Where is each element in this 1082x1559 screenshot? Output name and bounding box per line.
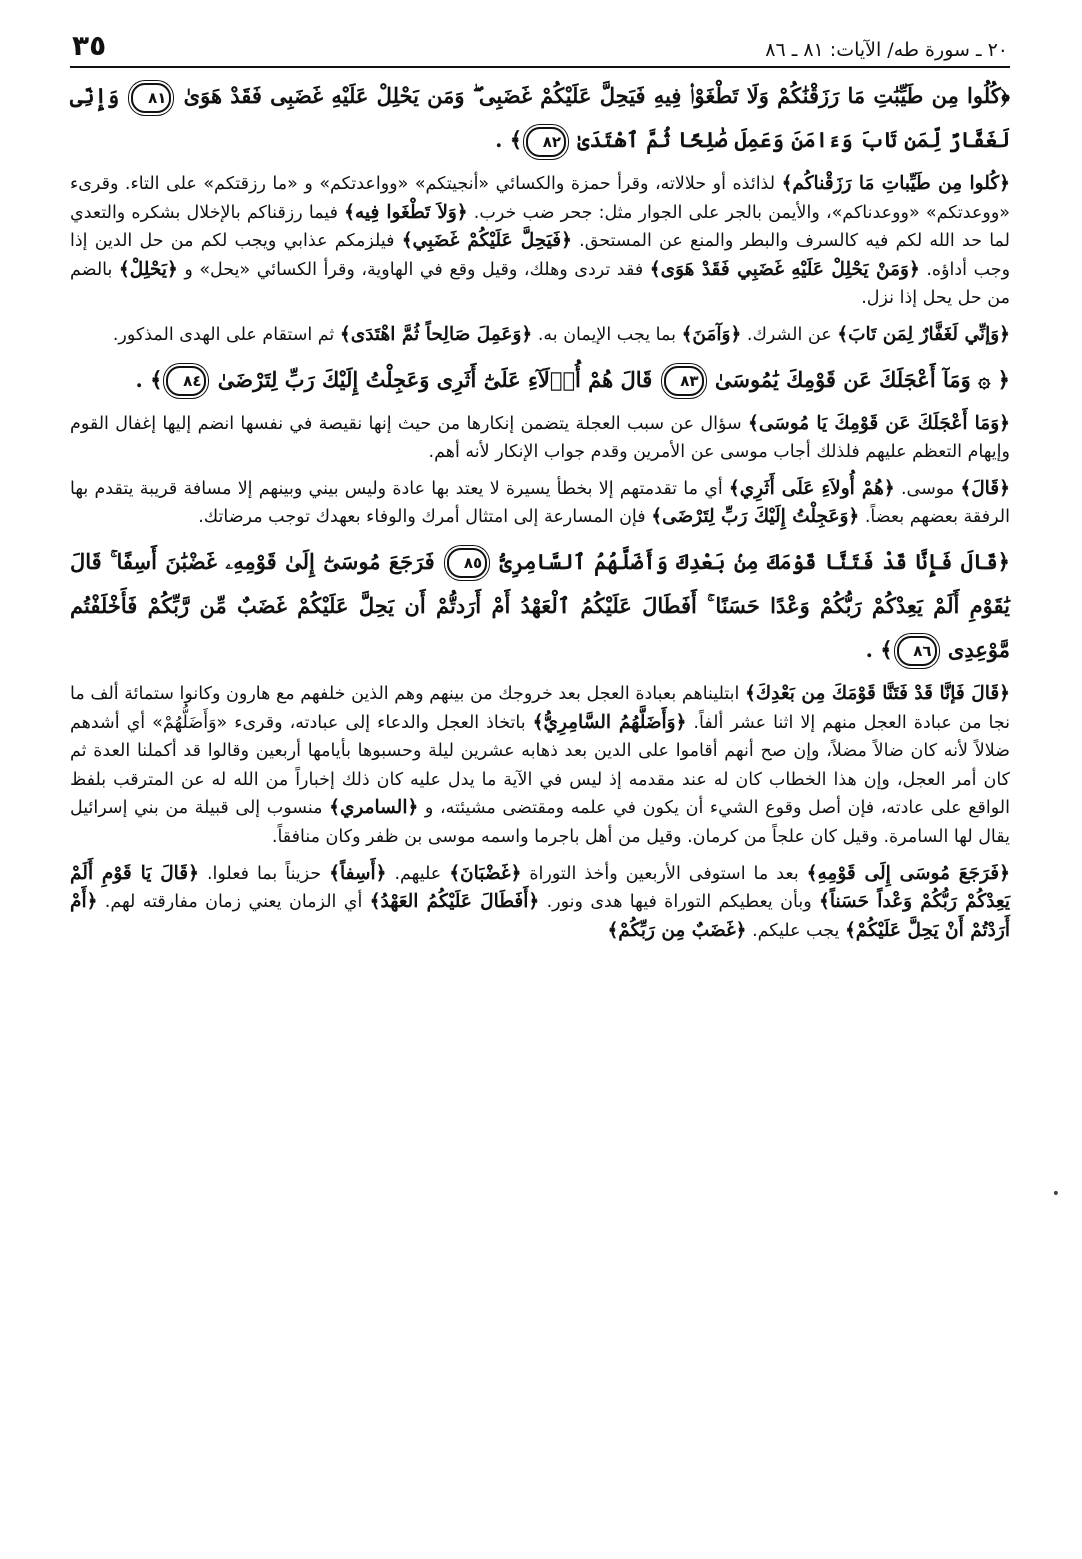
commentary-text: سؤال عن سبب العجلة يتضمن إنكارها من حيث إنها نقيصة في نفسها انضم إليها إغفال القوم وإيهام التعظم عليهم فلذلك أجاب موسى عن الأمرين وقدم جواب الإنكار لأنه أهم. [70,413,1010,463]
ayah-number-marker: ٨٦ [897,636,937,666]
commentary-text: فيلزمكم عذابي ويجب لكم من حل الدين إذا وجب أداؤه. [70,231,1011,280]
commentary-text: فإن المسارعة إلى امتثال أمرك والوفاء بعهدك توجب مرضاتك. [198,507,652,528]
tafsir-paragraph [70,860,1010,946]
quoted-verse-phrase: ﴿غَضَبٌ مِن رَبِّكُمْ﴾ [607,919,747,941]
commentary-text: بعد ما استوفى الأربعين وأخذ التوراة [521,863,807,884]
quran-verse-block [70,540,1010,672]
quoted-verse-phrase: ﴿قَالَ﴾ [960,477,1010,499]
commentary-text: ثم استقام على الهدى المذكور. [112,324,340,345]
commentary-text: منسوب إلى قبيلة من بني إسرائيل يقال لها السامرة. وقيل كان علجاً من كرمان. وقيل من أهل باجرما واسمه موسى بن ظفر وكان منافقاً. [70,798,1010,847]
page-content [70,74,1010,945]
tafsir-paragraph [70,410,1010,467]
quoted-verse-phrase: ﴿كُلوا مِن طَيِّباتِ مَا رَزَقْناكُم﴾ [781,173,1010,194]
commentary-text: يجب عليكم. [746,920,845,941]
quoted-verse-phrase: ﴿أَفَطَالَ عَلَيْكُمُ العَهْدُ﴾ [369,891,540,913]
commentary-text: أي الزمان يعني زمان مفارقته لهم. [97,892,370,913]
quoted-verse-phrase: ﴿أَمْ أَرَدْتُمْ أَنْ يَحِلَّ عَلَيْكُمْ﴾ [70,891,1010,941]
commentary-text: موسى. [894,478,961,499]
quoted-verse-phrase: ﴿فَيَحِلَّ عَلَيْكُمْ غَضَبِي﴾ [401,230,572,252]
quoted-verse-phrase: ﴿أَسِفاً﴾ [329,862,387,884]
quoted-verse-phrase: ﴿وَلاَ تَطْغَوا فِيه﴾ [344,201,468,223]
running-title: ٢٠ ـ سورة طه/ الآيات: ٨١ ـ ٨٦ [765,39,1008,61]
commentary-text: لذائذه أو حلالاته، وقرأ حمزة والكسائي «أنجيتكم» «وواعدتكم» و «ما رزقتكم» على التاء. وقرىء «ووعدتكم» «ووعدناكم»، والأيمن بالجر على الجوار مثل: جحر ضب خرب. [70,174,1010,223]
quoted-verse-phrase: ﴿وَعَمِلَ صَالِحاً ثُمَّ اهْتَدَى﴾ [339,323,533,345]
margin-mark: • [1051,1186,1060,1202]
commentary-text: فقد تردى وهلك، وقيل وقع في الهاوية، وقرأ الكسائي «يحل» و [177,259,650,280]
quoted-verse-phrase: ﴿وَعَجِلْتُ إِلَيْكَ رَبِّ لِتَرْضَى﴾ [651,506,860,528]
quran-verse-block [70,74,1010,162]
commentary-text: فيما رزقناكم بالإخلال بشكره والتعدي لما حد الله لكم فيه كالسرف والبطر والمنع عن المستحق. [70,202,1011,252]
tafsir-paragraph [70,680,1010,852]
verse-text: ﴾ . [865,636,893,662]
commentary-text: حزيناً بما فعلوا. [199,863,330,884]
commentary-text: بما يجب الإيمان به. [532,324,682,345]
verse-text: ﴿ ۞ وَمَآ أَعْجَلَكَ عَن قَوْمِكَ يَٰمُوسَىٰ [707,366,1010,392]
commentary-text: ابتليناهم بعبادة العجل بعد خروجك من بينهم وهم الذين خلفهم مع هارون وكانوا ستمائة ألف ما نجا من عبادة العجل منهم إلا اثنا عشر ألفاً. [70,683,1010,733]
verse-text: وَإِنِّى لَغَفَّارٌ لِّمَن تَابَ وَءَامَنَ وَعَمِلَ صَٰلِحًا ثُمَّ ٱهْتَدَىٰ [70,83,1010,152]
commentary-text: أي ما تقدمتهم إلا بخطأ يسيرة لا يعتد بها عادة وليس بيني وبينهم إلا مسافة قريبة يتقدم بها الرفقة بعضهم بعضاً. [70,478,1010,528]
tafsir-paragraph [70,321,1010,350]
document-page [70,26,1060,1549]
commentary-text: عليهم. [386,863,450,884]
ayah-number-marker: ٨١ [131,83,171,113]
verse-text: ﴿قَالَ فَإِنَّا قَدْ فَتَنَّا قَوْمَكَ مِنۢ بَعْدِكَ وَأَضَلَّهُمُ ٱلسَّامِرِىُّ [491,548,1010,574]
commentary-text: بالضم من حل يحل إذا نزل. [70,259,1010,309]
quoted-verse-phrase: ﴿وَمَنْ يَحْلِلْ عَلَيْهِ غَضَبِي فَقَدْ هَوَى﴾ [649,258,920,280]
commentary-text: وبأن يعطيكم التوراة فيها هدى ونور. [539,892,819,913]
quoted-verse-phrase: ﴿غَضْبَانَ﴾ [449,862,522,884]
quoted-verse-phrase: ﴿يَحْلِلْ﴾ [118,258,178,280]
verse-text: ﴿كُلُوا مِن طَيِّبَٰتِ مَا رَزَقْنَٰكُمْ وَلَا تَطْغَوْا۟ فِيهِ فَيَحِلَّ عَلَيْكُمْ غَضَبِى ۖ وَمَن يَحْلِلْ عَلَيْهِ غَضَبِى فَقَدْ هَوَىٰ [175,83,1010,108]
ayah-number-marker: ٨٣ [664,366,704,396]
commentary-text: باتخاذ العجل والدعاء إلى عبادته، وقرىء «وَأَضَلُّهُمْ» أي أشدهم ضلالاً لأنه كان ضالاً مضلاً، وإن صح أنهم أقاموا على الدين بعد ذهابه عشرين ليلة وحسبوها بأيامها أربعين وقالوا قد أكملنا العدة ثم كان أمر العجل، وإن هذا الخطاب كان له عند مقدمه إذ ليس في الآية ما يدل عليه كان ذلك إخباراً من الله له عن المترقب بلفظ الواقع على عادته، فإن أصل وقوع الشيء أن يكون في علمه ومقتضى مشيئته، و [70,712,1010,819]
quoted-verse-phrase: ﴿هُمْ أُولاَءِ عَلَى أَثَرِي﴾ [728,477,895,499]
quoted-verse-phrase: ﴿وَآمَنَ﴾ [681,323,742,345]
verse-text: فَرَجَعَ مُوسَىٰٓ إِلَىٰ قَوْمِهِۦ غَضْبَٰنَ أَسِفًا ۚ قَالَ يَٰقَوْمِ أَلَمْ يَعِدْكُمْ رَبُّكُمْ وَعْدًا حَسَنًا ۚ أَفَطَالَ عَلَيْكُمُ ٱلْعَهْدُ أَمْ أَرَدتُّمْ أَن يَحِلَّ عَلَيْكُمْ غَضَبٌ مِّن رَّبِّكُمْ فَأَخْلَفْتُم مَّوْعِدِى [70,548,1010,662]
ayah-number-marker: ٨٤ [166,366,206,396]
quoted-verse-phrase: ﴿وَمَا أَعْجَلَكَ عَن قَوْمِكَ يَا مُوسَى﴾ [747,412,1010,434]
quoted-verse-phrase: ﴿قَالَ يَا قَوْمِ أَلَمْ يَعِدْكُمْ رَبُّكُمْ وَعْداً حَسَناً﴾ [70,862,1011,913]
commentary-text: عن الشرك. [741,324,838,345]
quoted-verse-phrase: ﴿السامري﴾ [329,797,419,819]
tafsir-paragraph [70,170,1010,313]
page-number: ٣٥ [72,29,107,62]
ayah-number-marker: ٨٢ [526,127,566,157]
tafsir-paragraph [70,475,1010,532]
verse-text: ﴾ . [495,127,523,152]
ayah-number-marker: ٨٥ [447,548,487,578]
quoted-verse-phrase: ﴿فَرَجَعَ مُوسَى إِلَى قَوْمِهِ﴾ [806,862,1010,884]
quoted-verse-phrase: ﴿وَإنِّي لَغَفَّارٌ لِمَن تَابَ﴾ [837,323,1010,345]
quoted-verse-phrase: ﴿وَأَضَلَّهُمُ السَّامِرِيُّ﴾ [532,711,687,733]
quoted-verse-phrase: ﴿قَالَ فَإنَّا قَدْ فَتَنَّا قَوْمَكَ مِن بَعْدِكَ﴾ [745,682,1011,704]
quran-verse-block [70,358,1010,402]
verse-text: ﴾ . [135,366,163,392]
verse-text: قَالَ هُمْ أُو۟لَآءِ عَلَىٰٓ أَثَرِى وَعَجِلْتُ إِلَيْكَ رَبِّ لِتَرْضَىٰ [210,366,660,392]
page-header [70,26,1010,68]
